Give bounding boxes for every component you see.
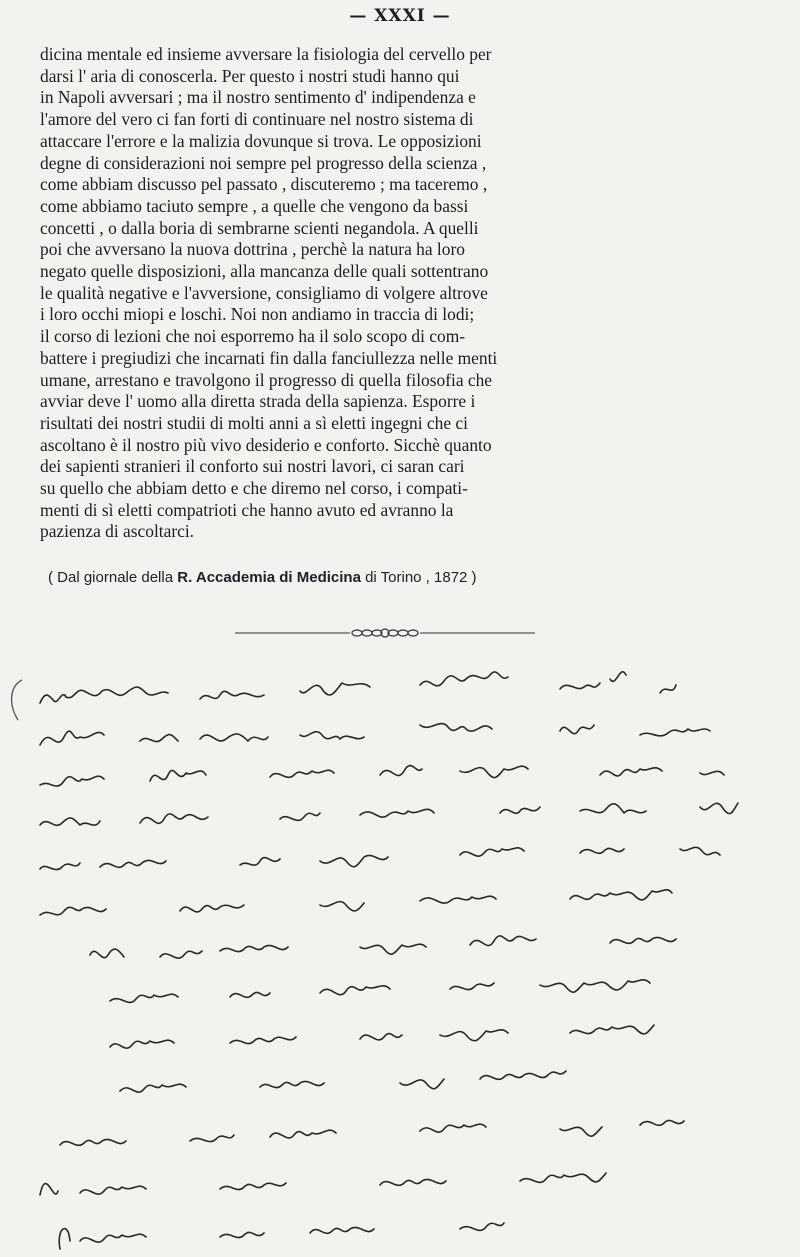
source-note-prefix: ( Dal giornale della	[48, 569, 178, 586]
handwriting-line-9	[110, 1025, 654, 1048]
source-note	[48, 569, 477, 586]
handwriting-line-12	[40, 1173, 606, 1195]
handwriting-line-6	[40, 890, 672, 915]
source-note-suffix: di Torino , 1872 )	[360, 569, 477, 586]
handwriting-line-3	[40, 766, 724, 787]
ornament-divider	[235, 627, 535, 639]
handwriting-line-5	[40, 847, 720, 869]
handwriting-line-11	[60, 1120, 684, 1145]
handwriting-line-4	[40, 803, 738, 825]
body-paragraph: dicina mentale ed insieme avversare la fisiologia del cervello per darsi l' aria di conoscerla. Per questo i nostri studi hanno qui in Napoli avversari ; ma il nostro sentimento d' indipendenza e l'amore del vero ci fan forti di continuare nel nostro sistema di attaccare l'errore e la malizia dovunque si trova. Le opposizioni degne di considerazioni noi sempre pel progresso della scienza , come abbiam discusso pel passato , discuteremo ; ma taceremo , come abbiamo taciuto sempre , a quelle che vengono da bassi concetti , o dalla boria di sembrarne scienti negandola. A quelli poi che avversano la nuova dottrina , perchè la natura ha loro negato quelle disposizioni, alla mancanza delle quali sottentrano le qualità negative e l'avversione, consigliamo di volgere altrove i loro occhi miopi e loschi. Noi non andiamo in traccia di lodi; il corso di lezioni che noi esporremo ha il solo scopo di com- battere i pregiudizi che incarnati fin dalla fanciullezza nelle menti umane, arrestano e travolgono il progresso di quella filosofia che avviar deve l' uomo alla diretta strada della sapienza. Esporre i risultati dei nostri studii di molti anni a sì eletti ingegni che ci ascoltano è il nostro più vivo desiderio e conforto. Sicchè quanto dei sapienti stranieri il conforto sui nostri lavori, ci saran cari su quello che abbiam detto e che diremo nel corso, i compati- menti di sì eletti compatrioti che hanno avuto ed avranno la pazienza di ascoltarci.	[40, 44, 498, 542]
handwriting-line-13	[59, 1223, 504, 1249]
handwriting-line-10	[120, 1071, 566, 1092]
source-note-journal: R. Accademia di Medicina	[177, 569, 361, 586]
handwriting-line-1	[40, 672, 676, 703]
handwriting-line-2	[40, 724, 710, 745]
handwritten-note	[0, 655, 800, 1257]
handwriting-line-8	[110, 980, 650, 1003]
page-header: — XXXI —	[349, 6, 451, 26]
handwriting-line-7	[90, 936, 676, 958]
